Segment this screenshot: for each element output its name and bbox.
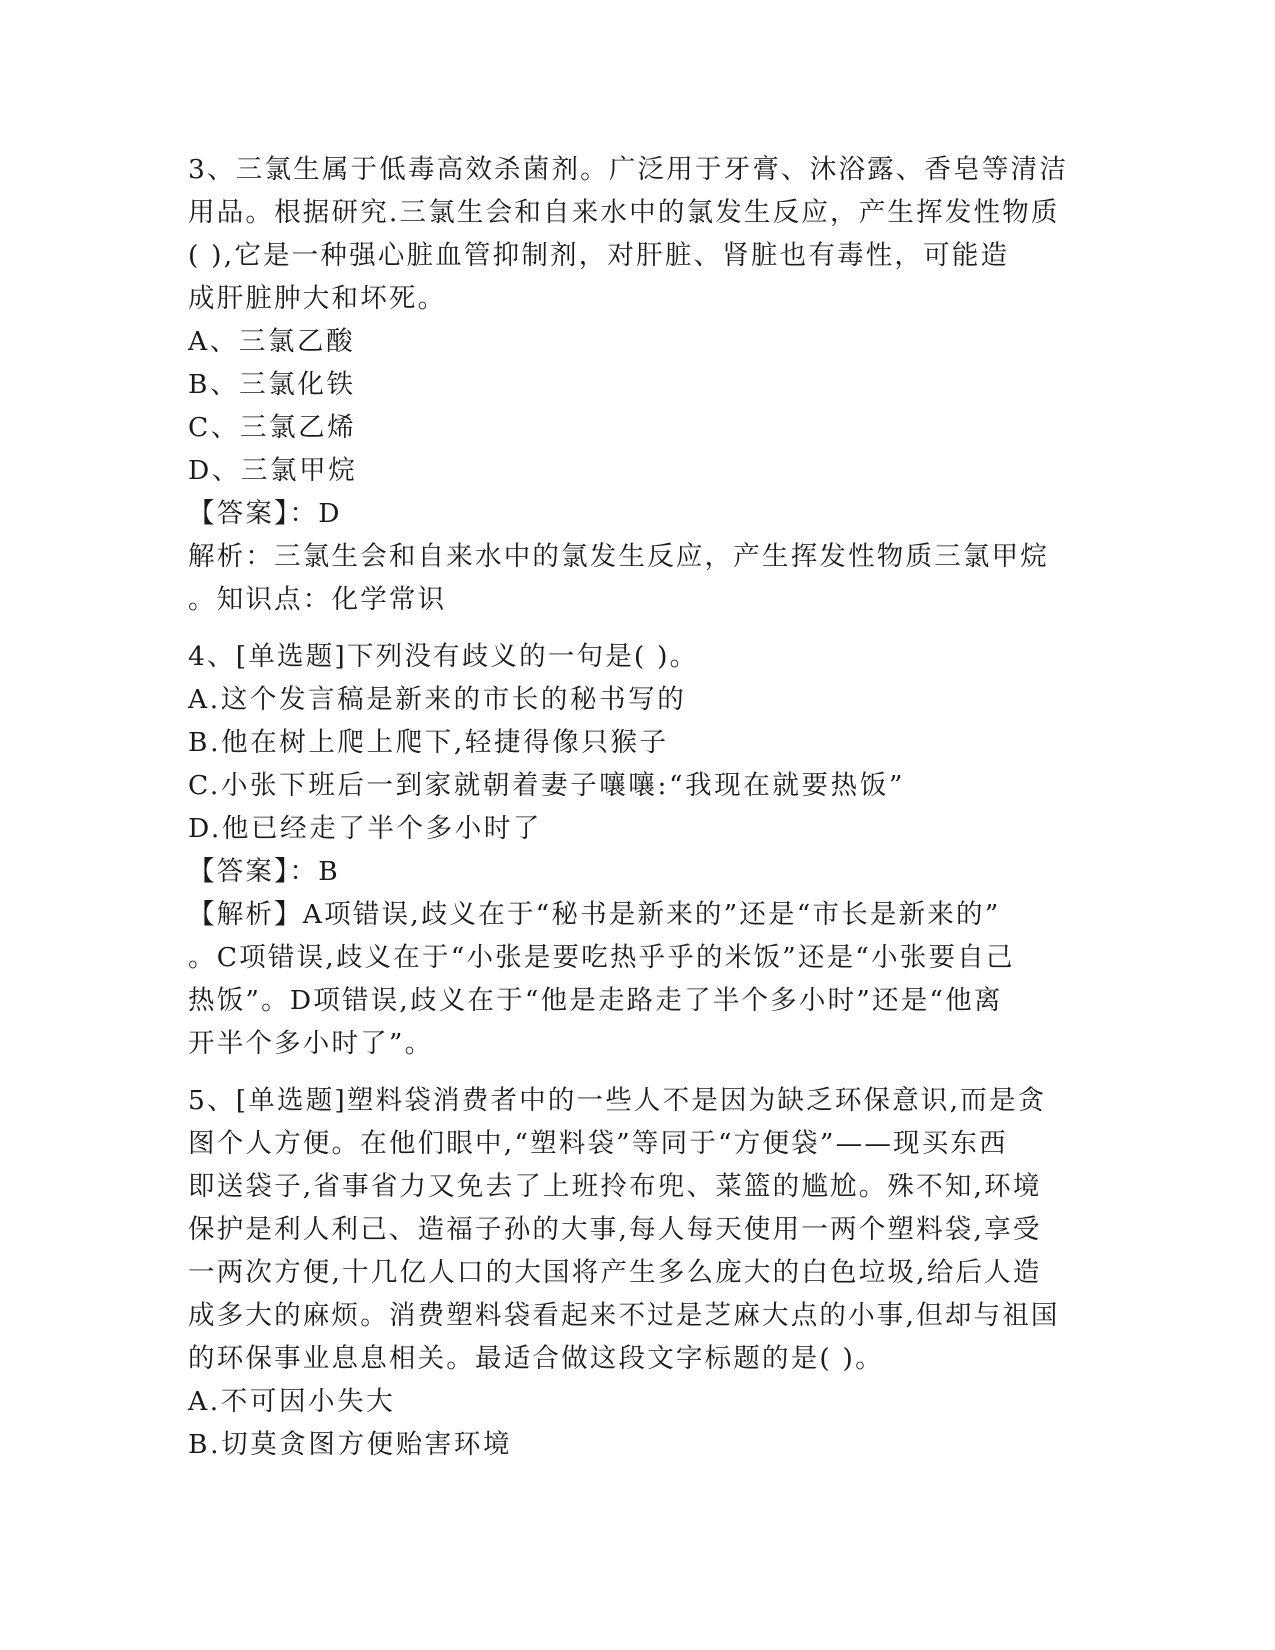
question-stem-line: 4、[单选题]下列没有歧义的一句是( )。 [188,641,699,672]
question-stem-line: 5、[单选题]塑料袋消费者中的一些人不是因为缺乏环保意识,而是贪 [188,1085,1047,1116]
answer-line: 【答案】：D [188,498,342,529]
question-stem-line: ( ),它是一种强心脏血管抑制剂，对肝脏、肾脏也有毒性，可能造 [188,240,1010,271]
option-d: D、三氯甲烷 [188,455,358,486]
analysis-line: 解析：三氯生会和自来水中的氯发生反应，产生挥发性物质三氯甲烷 [188,541,1049,572]
question-4 [188,635,1078,1065]
analysis-line: 热饭”。D项错误,歧义在于“他是走路走了半个多小时”还是“他离 [188,985,1003,1016]
option-c: C.小张下班后一到家就朝着妻子嚷嚷:“我现在就要热饭” [188,770,905,801]
question-stem-line: 一两次方便,十几亿人口的大国将产生多么庞大的白色垃圾,给后人造 [188,1257,1042,1288]
question-stem-line: 用品。根据研究.三氯生会和自来水中的氯发生反应，产生挥发性物质 [188,197,1060,228]
question-stem-line: 保护是利人利己、造福子孙的大事,每人每天使用一两个塑料袋,享受 [188,1214,1042,1245]
option-a: A、三氯乙酸 [188,326,356,357]
question-stem-line: 3、三氯生属于低毒高效杀菌剂。广泛用于牙膏、沐浴露、香皂等清洁 [188,154,1069,185]
question-stem-line: 图个人方便。在他们眼中,“塑料袋”等同于“方便袋”——现买东西 [188,1128,1008,1159]
question-stem-line: 的环保事业息息相关。最适合做这段文字标题的是( )。 [188,1343,884,1374]
analysis-line: 。知识点：化学常识 [188,584,447,615]
analysis-line: 【解析】A项错误,歧义在于“秘书是新来的”还是“市长是新来的” [188,899,1001,930]
analysis-line: 。C项错误,歧义在于“小张是要吃热乎乎的米饭”还是“小张要自己 [188,942,1015,973]
analysis-line: 开半个多小时了”。 [188,1028,434,1059]
question-5 [188,1079,1078,1466]
question-stem-line: 即送袋子,省事省力又免去了上班拎布兜、菜篮的尴尬。殊不知,环境 [188,1171,1042,1202]
option-c: C、三氯乙烯 [188,412,357,443]
option-d: D.他已经走了半个多小时了 [188,813,543,844]
option-b: B.他在树上爬上爬下,轻捷得像只猴子 [188,727,669,758]
option-b: B、三氯化铁 [188,369,356,400]
question-stem-line: 成多大的麻烦。消费塑料袋看起来不过是芝麻大点的小事,但却与祖国 [188,1300,1060,1331]
option-b: B.切莫贪图方便贻害环境 [188,1429,513,1460]
option-a: A.这个发言稿是新来的市长的秘书写的 [188,684,687,715]
page-content [188,148,1078,1466]
question-3 [188,148,1078,621]
question-stem-line: 成肝脏肿大和坏死。 [188,283,447,314]
answer-line: 【答案】：B [188,856,340,887]
option-a: A.不可因小失大 [188,1386,396,1417]
